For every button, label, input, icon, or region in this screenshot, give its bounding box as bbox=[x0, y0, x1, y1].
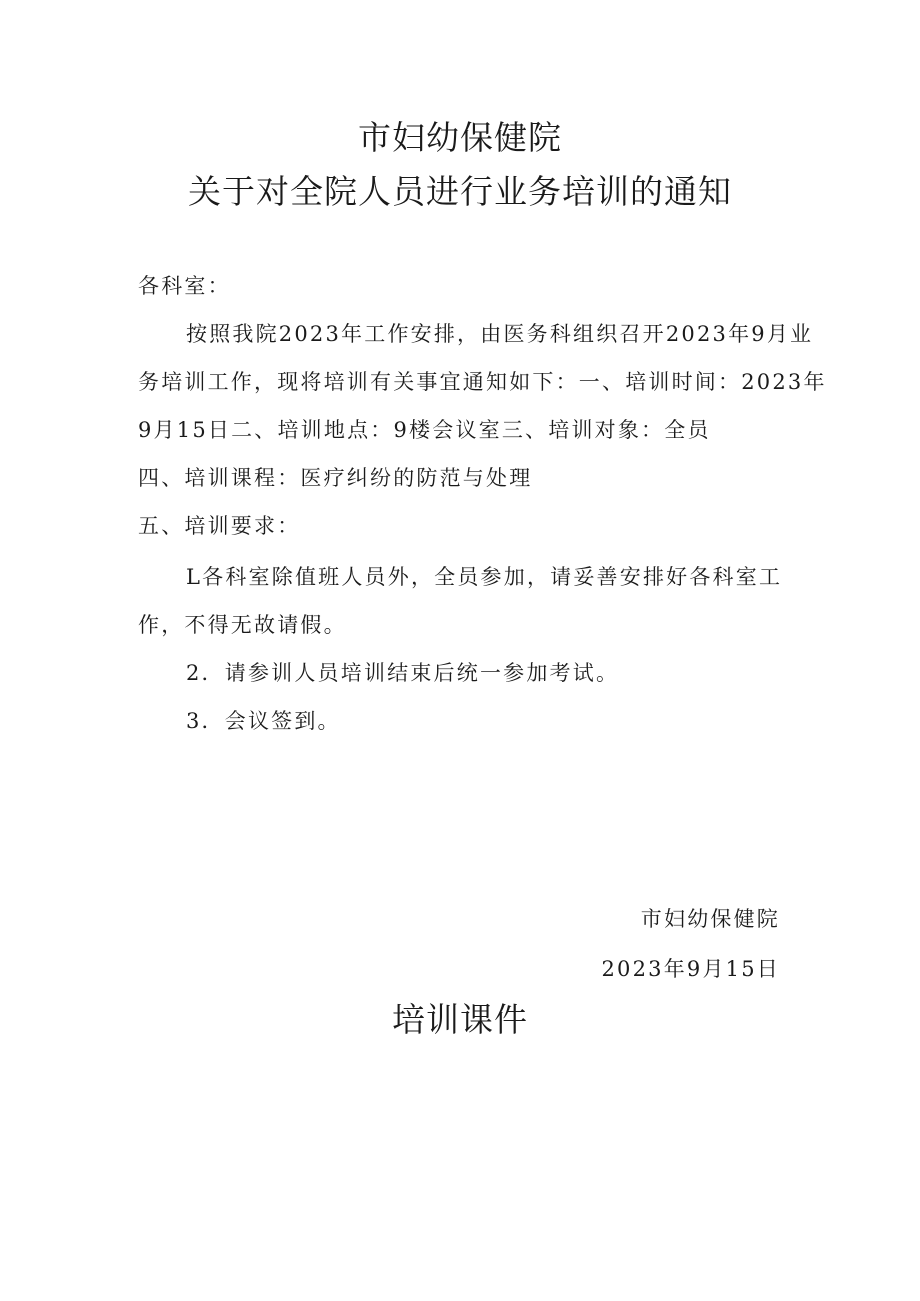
requirement-1-line-2: 作，不得无故请假。 bbox=[138, 613, 347, 637]
requirement-2: 2．请参训人员培训结束后统一参加考试。 bbox=[186, 661, 620, 685]
intro-line-2: 务培训工作，现将培训有关事宜通知如下：一、培训时间：2023年 bbox=[138, 370, 827, 394]
salutation: 各科室： bbox=[138, 274, 231, 298]
signature-org: 市妇幼保健院 bbox=[640, 907, 780, 931]
notice-subject-title: 关于对全院人员进行业务培训的通知 bbox=[188, 172, 732, 211]
requirement-1-line-1: L各科室除值班人员外，全员参加，请妥善安排好各科室工 bbox=[186, 565, 783, 589]
courseware-title: 培训课件 bbox=[392, 1000, 528, 1039]
org-title: 市妇幼保健院 bbox=[358, 118, 562, 157]
course-line: 四、培训课程：医疗纠纷的防范与处理 bbox=[138, 466, 533, 490]
intro-line-1: 按照我院2023年工作安排，由医务科组织召开2023年9月业 bbox=[186, 322, 814, 346]
requirement-3: 3．会议签到。 bbox=[186, 709, 341, 733]
requirements-heading: 五、培训要求： bbox=[138, 514, 301, 538]
intro-line-3: 9月15日二、培训地点：9楼会议室三、培训对象：全员 bbox=[138, 418, 711, 442]
signature-date: 2023年9月15日 bbox=[601, 957, 780, 981]
